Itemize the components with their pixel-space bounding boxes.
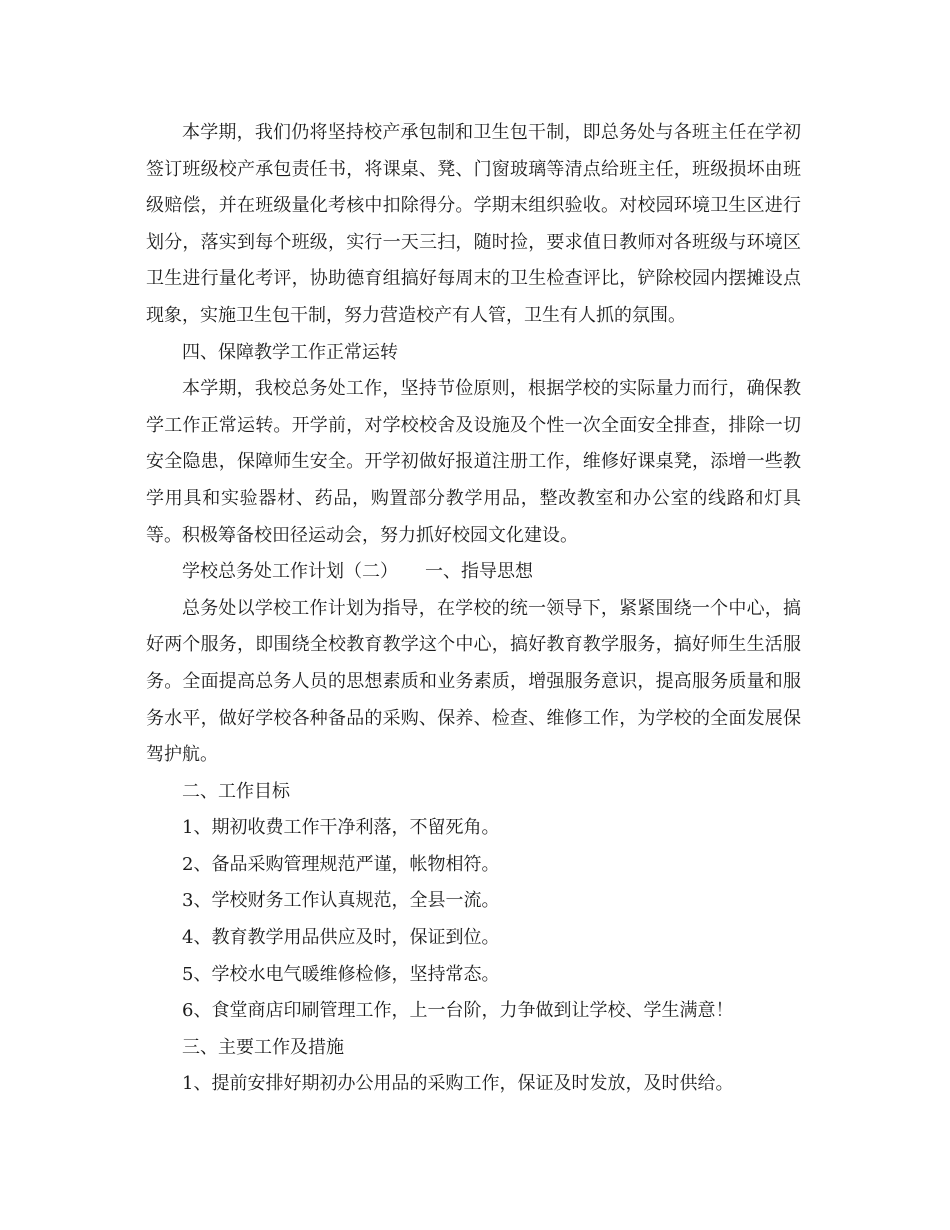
paragraph-guiding-ideology: 总务处以学校工作计划为指导，在学校的统一领导下，紧紧围绕一个中心，搞好两个服务，即围绕全校教育教学这个中心，搞好教育教学服务，搞好师生生活服务。全面提高总务人员的思想素质和业务素质，增强服务意识，提高服务质量和服务水平，做好学校各种备品的采购、保养、检查、维修工作，为学校的全面发展保驾护航。	[146, 597, 801, 766]
list-item-goal-4: 4、教育教学用品供应及时，保证到位。	[182, 927, 500, 949]
heading-plan-two-guiding-ideology: 学校总务处工作计划（二） 一、指导思想	[182, 561, 533, 583]
list-item-goal-1: 1、期初收费工作干净利落，不留死角。	[182, 817, 500, 839]
paragraph-property-responsibility: 本学期，我们仍将坚持校产承包制和卫生包干制，即总务处与各班主任在学初签订班级校产承包责任书，将课桌、凳、门窗玻璃等清点给班主任，班级损坏由班级赔偿，并在班级量化考核中扣除得分。学期末组织验收。对校园环境卫生区进行划分，落实到每个班级，实行一天三扫，随时捡，要求值日教师对各班级与环境区卫生进行量化考评，协助德育组搞好每周末的卫生检查评比，铲除校园内摆摊设点现象，实施卫生包干制，努力营造校产有人管，卫生有人抓的氛围。	[146, 122, 801, 326]
heading-main-work-measures: 三、主要工作及措施	[182, 1036, 344, 1058]
document-page	[146, 115, 801, 1103]
list-item-goal-6: 6、食堂商店印刷管理工作，上一台阶，力争做到让学校、学生满意！	[182, 1000, 734, 1022]
list-item-measure-1: 1、提前安排好期初办公用品的采购工作，保证及时发放，及时供给。	[182, 1073, 734, 1095]
list-item-goal-5: 5、学校水电气暖维修检修，坚持常态。	[182, 963, 500, 985]
heading-work-goals: 二、工作目标	[182, 780, 290, 802]
list-item-goal-3: 3、学校财务工作认真规范，全县一流。	[182, 890, 500, 912]
list-item-goal-2: 2、备品采购管理规范严谨，帐物相符。	[182, 853, 500, 875]
heading-section-four: 四、保障教学工作正常运转	[182, 341, 398, 363]
paragraph-teaching-operation: 本学期，我校总务处工作，坚持节俭原则，根据学校的实际量力而行，确保教学工作正常运转。开学前，对学校校舍及设施及个性一次全面安全排查，排除一切安全隐患，保障师生安全。开学初做好报道注册工作，维修好课桌凳，添增一些教学用具和实验器材、药品，购置部分教学用品，整改教室和办公室的线路和灯具等。积极筹备校田径运动会，努力抓好校园文化建设。	[146, 378, 801, 546]
